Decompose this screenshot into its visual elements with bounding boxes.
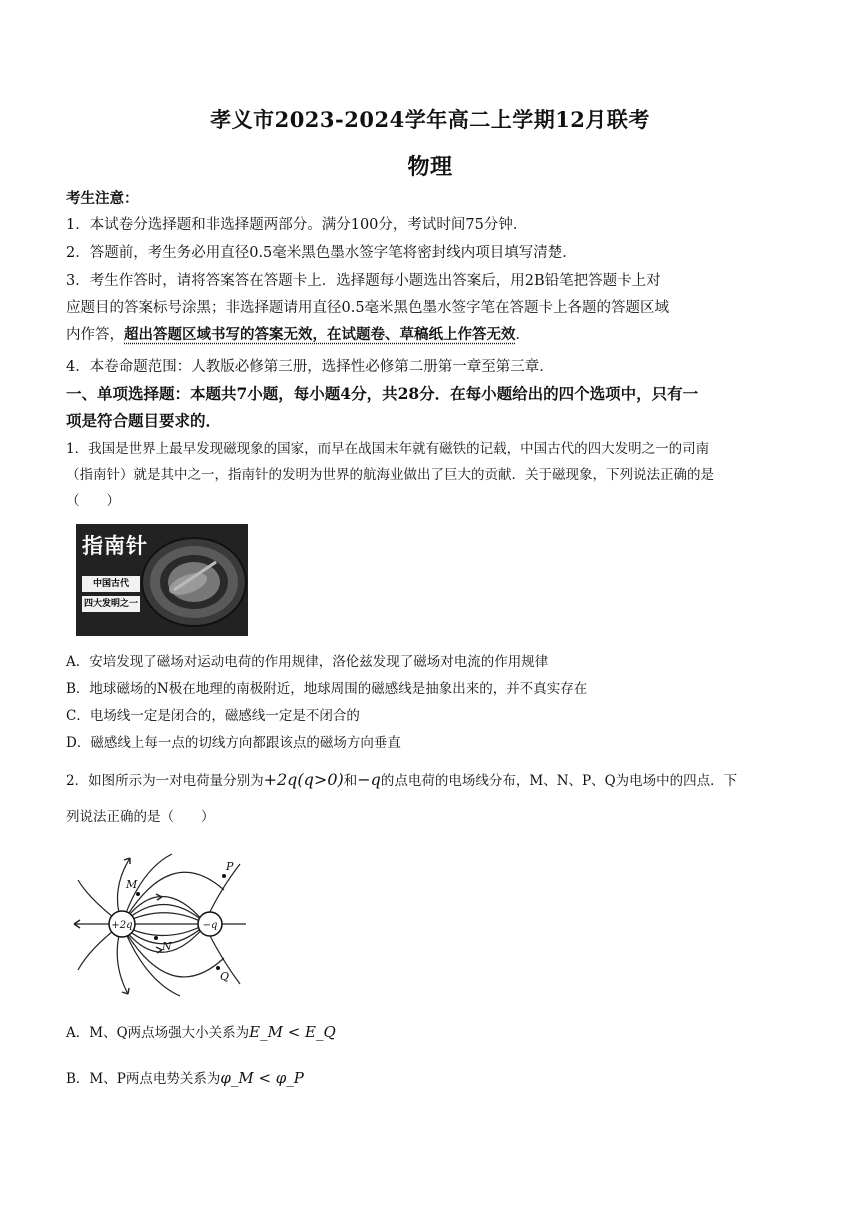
compass-photo bbox=[76, 524, 248, 636]
q2-stem-text-c: 的点电荷的电场线分布，M、N、P、Q为电场中的四点．下 bbox=[380, 773, 738, 789]
notice-item-3-prefix: 内作答， bbox=[66, 327, 124, 343]
q2-option-b-text: B．M、P两点电势关系为 bbox=[66, 1071, 221, 1087]
field-label-m: M bbox=[126, 878, 138, 891]
q1-option-b: B．地球磁场的N极在地理的南极附近，地球周围的磁感线是抽象出来的，并不真实存在 bbox=[66, 681, 588, 697]
q2-charge-positive: +2q(q>0) bbox=[263, 770, 344, 789]
compass-photo-tag-2: 四大发明之一 bbox=[82, 596, 140, 612]
q2-option-a-math: E_M < E_Q bbox=[249, 1023, 336, 1041]
q1-stem-line-2: （指南针）就是其中之一，指南针的发明为世界的航海业做出了巨大的贡献．关于磁现象，下列说法正确的是 bbox=[66, 467, 714, 483]
notice-item-4: 4．本卷命题范围：人教版必修第三册，选择性必修第二册第一章至第三章． bbox=[66, 359, 554, 375]
compass-photo-title: 指南针 bbox=[82, 534, 148, 558]
q2-charge-negative: −q bbox=[357, 770, 381, 789]
q2-option-a bbox=[66, 1020, 336, 1045]
notice-item-3-emphasis: 超出答题区域书写的答案无效，在试题卷、草稿纸上作答无效 bbox=[124, 326, 516, 343]
section-1-heading-line-1: 一、单项选择题：本题共7小题，每小题4分，共28分．在每小题给出的四个选项中，只有一 bbox=[66, 384, 699, 403]
subject-title: 物理 bbox=[407, 154, 453, 180]
notice-item-3-line-3 bbox=[66, 322, 796, 348]
q2-stem-text-b: 和 bbox=[343, 773, 358, 789]
field-label-q: Q bbox=[220, 970, 230, 983]
q2-stem-text-a: 2．如图所示为一对电荷量分别为 bbox=[66, 773, 264, 789]
q1-option-a: A．安培发现了磁场对运动电荷的作用规律，洛伦兹发现了磁场对电流的作用规律 bbox=[66, 654, 549, 670]
compass-photo-tag-1: 中国古代 bbox=[82, 576, 140, 592]
q2-stem-line-1 bbox=[66, 768, 796, 793]
notice-item-3-line-1: 3．考生作答时，请将答案答在答题卡上．选择题每小题选出答案后，用2B铅笔把答题卡上对 bbox=[66, 273, 661, 289]
q2-option-b bbox=[66, 1066, 304, 1091]
notice-item-2: 2．答题前，考生务必用直径0.5毫米黑色墨水签字笔将密封线内项目填写清楚． bbox=[66, 245, 577, 261]
field-label-positive-charge: +2q bbox=[111, 920, 133, 931]
notice-item-1: 1．本试卷分选择题和非选择题两部分。满分100分，考试时间75分钟． bbox=[66, 217, 528, 233]
q1-option-d: D．磁感线上每一点的切线方向都跟该点的磁场方向垂直 bbox=[66, 735, 401, 751]
field-lines-svg bbox=[70, 850, 250, 1000]
q1-stem-line-3: （ ） bbox=[66, 493, 120, 509]
exam-title: 孝义市2023-2024学年高二上学期12月联考 bbox=[210, 107, 650, 132]
notice-heading: 考生注意： bbox=[66, 190, 139, 207]
field-label-p: P bbox=[226, 860, 234, 873]
q2-stem-line-2: 列说法正确的是（ ） bbox=[66, 809, 215, 825]
field-lines-diagram bbox=[70, 850, 250, 1000]
notice-item-3-line-2: 应题目的答案标号涂黑；非选择题请用直径0.5毫米黑色墨水签字笔在答题卡上各题的答题区域 bbox=[66, 300, 670, 316]
field-label-n: N bbox=[162, 940, 172, 953]
notice-item-3-suffix: ． bbox=[515, 327, 530, 343]
q1-option-c: C．电场线一定是闭合的，磁感线一定是不闭合的 bbox=[66, 708, 360, 724]
q2-option-b-math: φ_M < φ_P bbox=[220, 1069, 304, 1087]
section-1-heading-line-2: 项是符合题目要求的． bbox=[66, 411, 222, 430]
q1-stem-line-1: 1．我国是世界上最早发现磁现象的国家，而早在战国末年就有磁铁的记载，中国古代的四大发明之一的司南 bbox=[66, 441, 710, 457]
q2-option-a-text: A．M、Q两点场强大小关系为 bbox=[66, 1025, 250, 1041]
field-label-negative-charge: −q bbox=[202, 920, 218, 931]
